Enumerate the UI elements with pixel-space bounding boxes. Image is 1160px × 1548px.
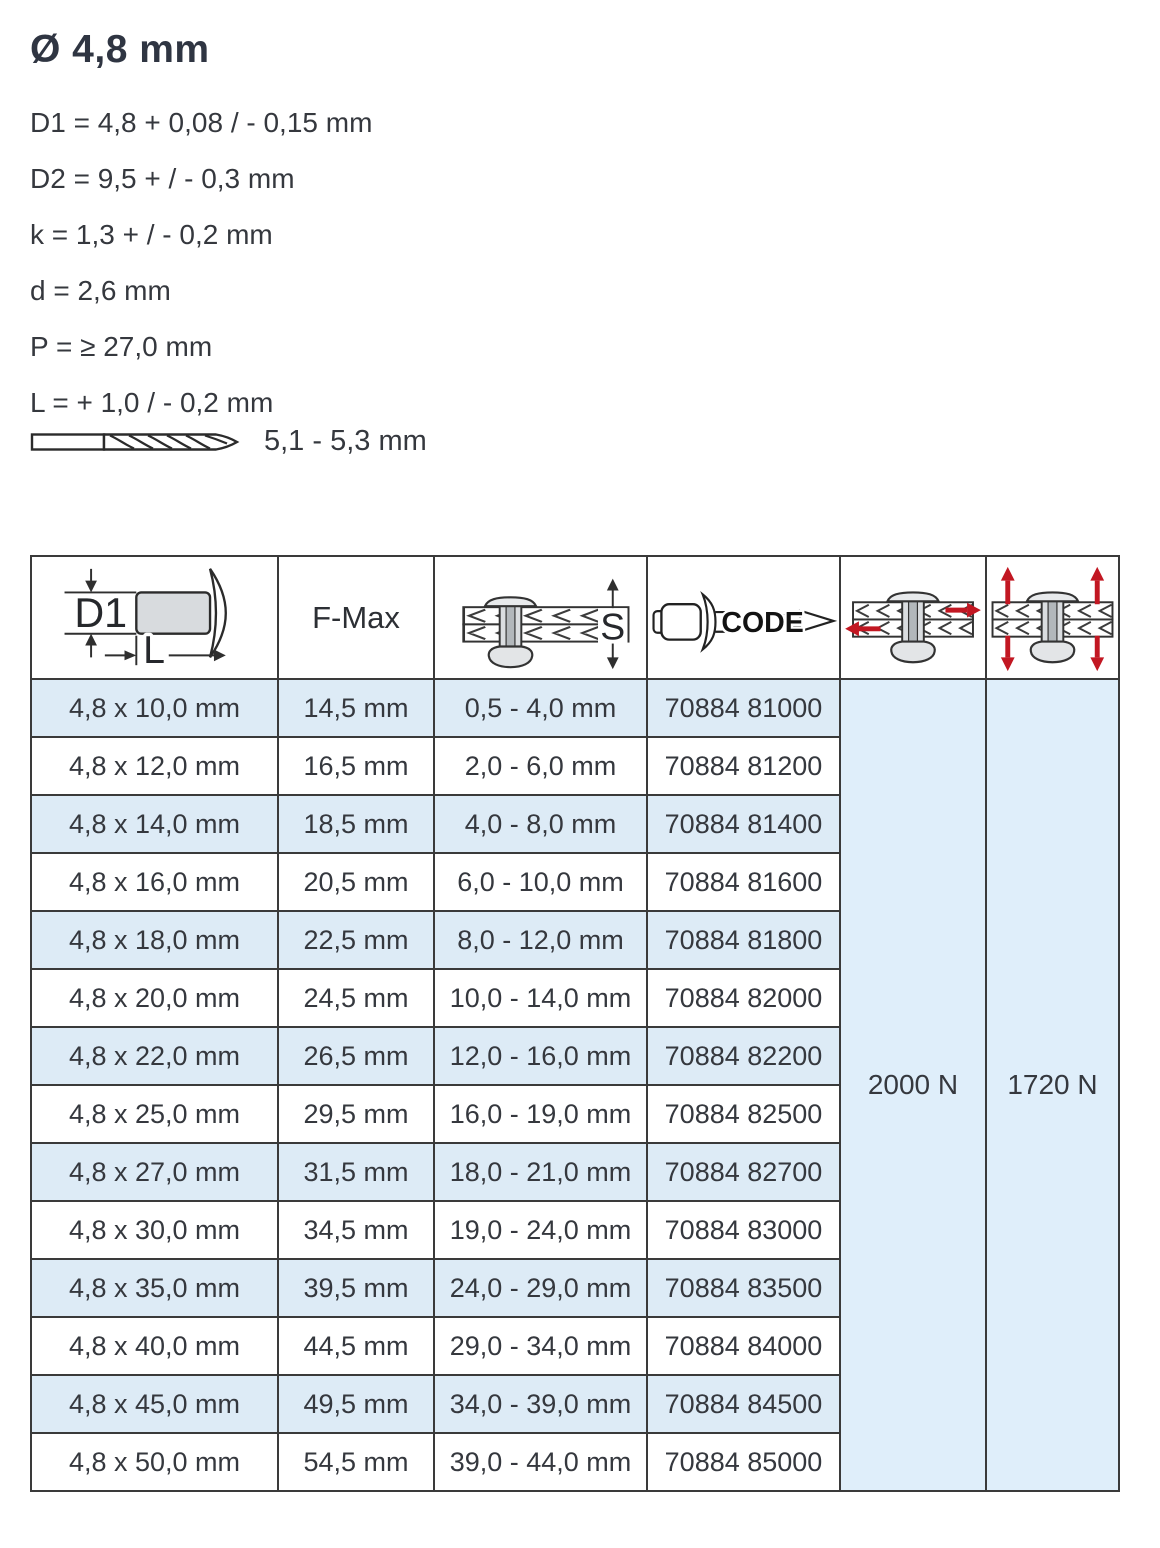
cell-grip-range: 0,5 - 4,0 mm [434, 679, 647, 737]
header-grip-range [434, 556, 647, 679]
cell-size: 4,8 x 20,0 mm [31, 969, 278, 1027]
cell-size: 4,8 x 40,0 mm [31, 1317, 278, 1375]
cell-size: 4,8 x 50,0 mm [31, 1433, 278, 1491]
d1-dimension-label: D1 [74, 589, 128, 636]
rivet-code-icon [650, 559, 837, 676]
code-label: CODE [721, 606, 804, 639]
cell-code: 70884 84000 [647, 1317, 840, 1375]
cell-f-max: 22,5 mm [278, 911, 434, 969]
cell-grip-range: 18,0 - 21,0 mm [434, 1143, 647, 1201]
spec-line-l: L = + 1,0 / - 0,2 mm [30, 387, 274, 418]
drill-row [30, 425, 427, 458]
cell-grip-range: 39,0 - 44,0 mm [434, 1433, 647, 1491]
cell-size: 4,8 x 25,0 mm [31, 1085, 278, 1143]
cell-f-max: 20,5 mm [278, 853, 434, 911]
page-title: Ø 4,8 mm [30, 28, 210, 71]
drill-diameter-range: 5,1 - 5,3 mm [264, 425, 427, 457]
cell-grip-range: 2,0 - 6,0 mm [434, 737, 647, 795]
cell-f-max: 18,5 mm [278, 795, 434, 853]
cell-code: 70884 81400 [647, 795, 840, 853]
cell-grip-range: 12,0 - 16,0 mm [434, 1027, 647, 1085]
cell-size: 4,8 x 27,0 mm [31, 1143, 278, 1201]
cell-f-max: 44,5 mm [278, 1317, 434, 1375]
cell-size: 4,8 x 30,0 mm [31, 1201, 278, 1259]
cell-size: 4,8 x 45,0 mm [31, 1375, 278, 1433]
shear-strength-icon [843, 559, 983, 676]
header-f-max [278, 556, 434, 679]
cell-grip-range: 24,0 - 29,0 mm [434, 1259, 647, 1317]
drill-bit-icon [30, 427, 242, 457]
cell-f-max: 26,5 mm [278, 1027, 434, 1085]
s-dimension-label: S [600, 605, 626, 648]
cell-code: 70884 83000 [647, 1201, 840, 1259]
f-max-label: F-Max [312, 599, 400, 635]
rivet-dimension-icon [34, 559, 275, 676]
grip-range-icon [437, 559, 644, 676]
spec-line-d: d = 2,6 mm [30, 275, 171, 306]
cell-code: 70884 85000 [647, 1433, 840, 1491]
cell-grip-range: 10,0 - 14,0 mm [434, 969, 647, 1027]
cell-code: 70884 83500 [647, 1259, 840, 1317]
cell-size: 4,8 x 35,0 mm [31, 1259, 278, 1317]
cell-code: 70884 82000 [647, 969, 840, 1027]
spec-list [30, 95, 372, 431]
cell-size: 4,8 x 18,0 mm [31, 911, 278, 969]
tensile-strength-icon [989, 559, 1116, 676]
cell-f-max: 31,5 mm [278, 1143, 434, 1201]
cell-code: 70884 81800 [647, 911, 840, 969]
cell-size: 4,8 x 12,0 mm [31, 737, 278, 795]
spec-line-k: k = 1,3 + / - 0,2 mm [30, 219, 273, 250]
header-shear-strength [840, 556, 986, 679]
cell-code: 70884 82200 [647, 1027, 840, 1085]
cell-f-max: 29,5 mm [278, 1085, 434, 1143]
cell-code: 70884 81000 [647, 679, 840, 737]
cell-size: 4,8 x 16,0 mm [31, 853, 278, 911]
spec-line-d2: D2 = 9,5 + / - 0,3 mm [30, 163, 295, 194]
spec-line-d1: D1 = 4,8 + 0,08 / - 0,15 mm [30, 107, 373, 138]
cell-f-max: 49,5 mm [278, 1375, 434, 1433]
header-rivet-dimensions [31, 556, 278, 679]
l-dimension-label: L [143, 628, 166, 673]
shear-strength-value: 2000 N [840, 679, 986, 1491]
tensile-strength-value: 1720 N [986, 679, 1119, 1491]
cell-grip-range: 34,0 - 39,0 mm [434, 1375, 647, 1433]
cell-code: 70884 84500 [647, 1375, 840, 1433]
cell-grip-range: 8,0 - 12,0 mm [434, 911, 647, 969]
cell-code: 70884 82700 [647, 1143, 840, 1201]
table-row [31, 679, 1119, 737]
cell-f-max: 39,5 mm [278, 1259, 434, 1317]
header-code [647, 556, 840, 679]
table-header-row [31, 556, 1119, 679]
cell-f-max: 34,5 mm [278, 1201, 434, 1259]
cell-grip-range: 16,0 - 19,0 mm [434, 1085, 647, 1143]
header-tensile-strength [986, 556, 1119, 679]
cell-grip-range: 4,0 - 8,0 mm [434, 795, 647, 853]
cell-grip-range: 19,0 - 24,0 mm [434, 1201, 647, 1259]
cell-f-max: 14,5 mm [278, 679, 434, 737]
cell-grip-range: 29,0 - 34,0 mm [434, 1317, 647, 1375]
cell-size: 4,8 x 10,0 mm [31, 679, 278, 737]
cell-size: 4,8 x 22,0 mm [31, 1027, 278, 1085]
cell-grip-range: 6,0 - 10,0 mm [434, 853, 647, 911]
cell-f-max: 16,5 mm [278, 737, 434, 795]
spec-line-p: P = ≥ 27,0 mm [30, 331, 213, 362]
cell-code: 70884 81600 [647, 853, 840, 911]
cell-code: 70884 82500 [647, 1085, 840, 1143]
cell-code: 70884 81200 [647, 737, 840, 795]
rivet-spec-table [30, 555, 1120, 1492]
cell-size: 4,8 x 14,0 mm [31, 795, 278, 853]
cell-f-max: 24,5 mm [278, 969, 434, 1027]
cell-f-max: 54,5 mm [278, 1433, 434, 1491]
